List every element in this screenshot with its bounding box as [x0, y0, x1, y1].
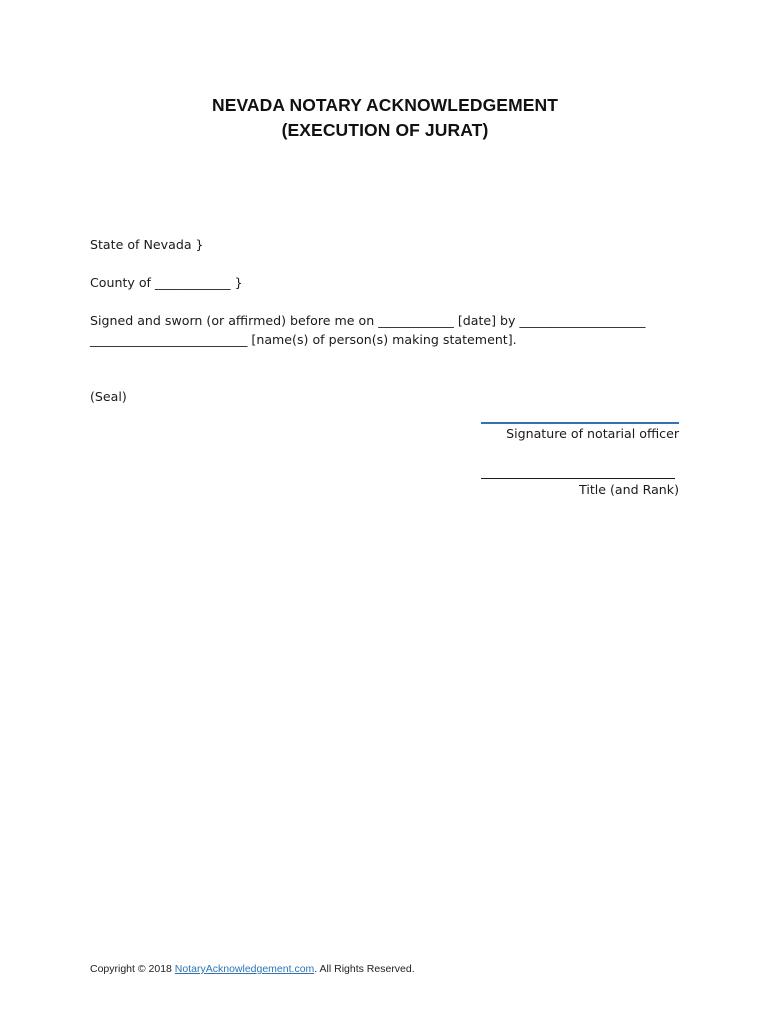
signature-label: Signature of notarial officer — [506, 426, 679, 441]
document-title-line-1: NEVADA NOTARY ACKNOWLEDGEMENT — [211, 95, 559, 115]
county-line — [90, 274, 243, 292]
state-line — [90, 236, 204, 254]
county-suffix: } — [230, 275, 243, 290]
title-rank-label: Title (and Rank) — [579, 482, 679, 497]
date-blank-field[interactable]: ____________ — [378, 313, 454, 328]
statement-line-2 — [90, 331, 517, 349]
statement-names-label: [name(s) of person(s) making statement]. — [247, 332, 517, 347]
names-blank-field[interactable]: _________________________ — [90, 332, 248, 347]
copyright-suffix: . All Rights Reserved. — [314, 963, 415, 975]
state-text: State of Nevada } — [90, 237, 204, 252]
statement-line-1 — [90, 312, 645, 330]
website-link[interactable]: NotaryAcknowledgement.com — [174, 963, 315, 975]
statement-prefix: Signed and sworn (or affirmed) before me on — [90, 313, 379, 328]
seal-label: (Seal) — [90, 389, 127, 404]
signature-line[interactable] — [481, 422, 679, 424]
county-blank-field[interactable]: ____________ — [155, 275, 231, 290]
county-prefix: County of — [90, 275, 155, 290]
document-title-line-2: (EXECUTION OF JURAT) — [281, 120, 489, 140]
copyright-footer — [90, 963, 415, 975]
copyright-prefix: Copyright © 2018 — [90, 963, 175, 975]
statement-date-label: [date] by — [453, 313, 520, 328]
title-rank-line[interactable] — [481, 478, 675, 479]
by-blank-field[interactable]: ____________________ — [519, 313, 646, 328]
